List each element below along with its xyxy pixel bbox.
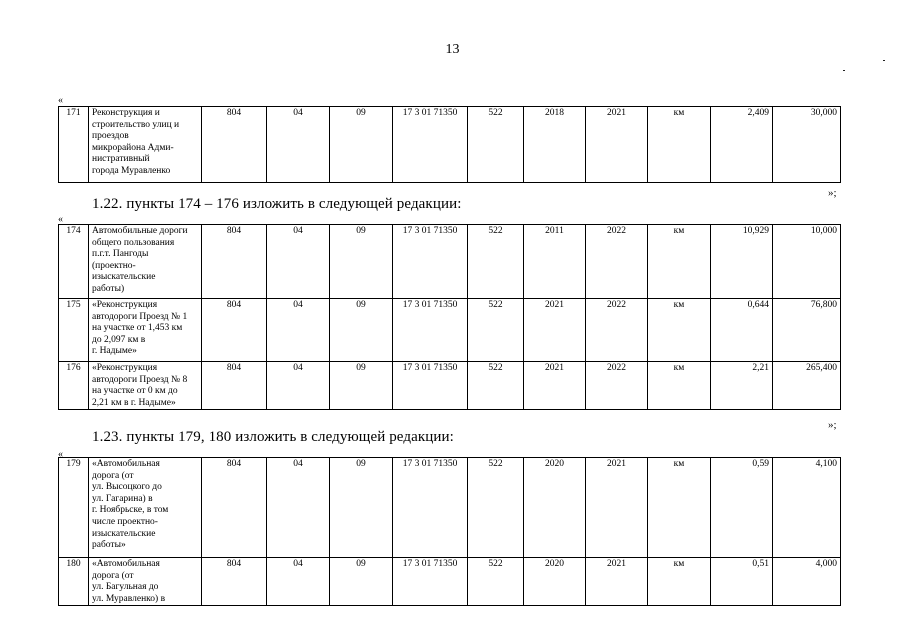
object-name-line: «Автомобильная xyxy=(92,459,160,469)
amount-cell: 30,000 xyxy=(773,107,841,183)
expense-type-cell: 522 xyxy=(468,225,524,299)
subsection-code-cell: 09 xyxy=(330,225,393,299)
unit-cell: км xyxy=(648,299,711,362)
open-quote-mark: « xyxy=(58,449,63,460)
ministry-code-cell: 804 xyxy=(202,299,267,362)
expense-type-cell: 522 xyxy=(468,458,524,558)
object-name-line: до 2,097 км в xyxy=(92,334,146,345)
object-name-line: города Муравленко xyxy=(92,165,171,176)
object-name-line: ул. Гагарина) в xyxy=(92,493,153,504)
object-name-cell xyxy=(89,458,202,558)
object-name-line: изыскательские xyxy=(92,528,156,539)
subsection-code-cell: 09 xyxy=(330,299,393,362)
section-heading-1-22: 1.22. пункты 174 – 176 изложить в следующей редакции: xyxy=(92,196,462,212)
end-year-cell: 2022 xyxy=(586,299,648,362)
section-heading-1-23: 1.23. пункты 179, 180 изложить в следующей редакции: xyxy=(92,429,454,445)
close-quote-mark: »; xyxy=(828,187,837,199)
object-name-cell xyxy=(89,299,202,362)
object-name-line: дорога (от xyxy=(92,570,134,581)
unit-cell: км xyxy=(648,362,711,410)
section-code-cell: 04 xyxy=(267,362,330,410)
object-name-line: строительство улиц и xyxy=(92,119,180,130)
target-article-cell: 17 3 01 71350 xyxy=(393,107,468,183)
object-name-line: (проектно- xyxy=(92,260,136,271)
object-name-cell xyxy=(89,225,202,299)
row-number-cell: 179 xyxy=(59,458,89,558)
object-name-line: проездов xyxy=(92,131,129,142)
close-quote-mark: »; xyxy=(828,419,837,431)
object-name-cell xyxy=(89,558,202,606)
unit-cell: км xyxy=(648,225,711,299)
table-row xyxy=(59,107,841,183)
table-row xyxy=(59,225,841,299)
end-year-cell: 2021 xyxy=(586,107,648,183)
target-article-cell: 17 3 01 71350 xyxy=(393,458,468,558)
row-number-cell: 171 xyxy=(59,107,89,183)
amount-cell: 4,100 xyxy=(773,458,841,558)
object-name-line: «Реконструкция xyxy=(92,300,158,310)
end-year-cell: 2021 xyxy=(586,558,648,606)
object-name-line: работы) xyxy=(92,283,125,294)
target-article-cell: 17 3 01 71350 xyxy=(393,558,468,606)
amount-cell: 4,000 xyxy=(773,558,841,606)
object-name-line: ул. Багульная до xyxy=(92,582,159,593)
object-name-line: работы» xyxy=(92,540,126,551)
object-name-line: автодороги Проезд № 1 xyxy=(92,311,188,322)
ministry-code-cell: 804 xyxy=(202,558,267,606)
object-name-line: «Реконструкция xyxy=(92,363,158,373)
capacity-cell: 0,59 xyxy=(711,458,773,558)
unit-cell: км xyxy=(648,558,711,606)
object-name-line: общего пользования xyxy=(92,237,175,248)
object-name-line: ул. Высоцкого до xyxy=(92,482,162,493)
object-name-line: ул. Муравленко) в xyxy=(92,593,166,604)
table-row xyxy=(59,362,841,410)
end-year-cell: 2022 xyxy=(586,225,648,299)
subsection-code-cell: 09 xyxy=(330,558,393,606)
start-year-cell: 2021 xyxy=(524,299,586,362)
start-year-cell: 2020 xyxy=(524,558,586,606)
subsection-code-cell: 09 xyxy=(330,107,393,183)
table-row xyxy=(59,458,841,558)
section-code-cell: 04 xyxy=(267,558,330,606)
scan-speck xyxy=(883,60,885,61)
section-code-cell: 04 xyxy=(267,299,330,362)
ministry-code-cell: 804 xyxy=(202,107,267,183)
start-year-cell: 2011 xyxy=(524,225,586,299)
object-name-line: Автомобильные дороги xyxy=(92,226,188,236)
object-name-line: 2,21 км в г. Надыме» xyxy=(92,397,176,408)
table-row xyxy=(59,558,841,606)
object-name-line: п.г.т. Пангоды xyxy=(92,249,149,260)
object-name-line: на участке от 0 км до xyxy=(92,386,178,397)
capacity-cell: 0,644 xyxy=(711,299,773,362)
table-rows-179-180 xyxy=(58,457,841,606)
object-name-line: «Автомобильная xyxy=(92,559,160,569)
object-name-line: на участке от 1,453 км xyxy=(92,323,183,334)
unit-cell: км xyxy=(648,107,711,183)
capacity-cell: 2,409 xyxy=(711,107,773,183)
start-year-cell: 2021 xyxy=(524,362,586,410)
object-name-cell xyxy=(89,107,202,183)
object-name-line: Реконструкция и xyxy=(92,108,160,118)
row-number-cell: 175 xyxy=(59,299,89,362)
open-quote-mark: « xyxy=(58,95,63,106)
object-name-cell xyxy=(89,362,202,410)
section-code-cell: 04 xyxy=(267,225,330,299)
object-name-line: г. Ноябрьске, в том xyxy=(92,505,169,516)
row-number-cell: 174 xyxy=(59,225,89,299)
unit-cell: км xyxy=(648,458,711,558)
page-number: 13 xyxy=(445,42,460,57)
target-article-cell: 17 3 01 71350 xyxy=(393,362,468,410)
capacity-cell: 10,929 xyxy=(711,225,773,299)
table-rows-171 xyxy=(58,106,841,183)
expense-type-cell: 522 xyxy=(468,558,524,606)
table-rows-174-176 xyxy=(58,224,841,410)
end-year-cell: 2022 xyxy=(586,362,648,410)
row-number-cell: 180 xyxy=(59,558,89,606)
section-code-cell: 04 xyxy=(267,107,330,183)
object-name-line: дорога (от xyxy=(92,470,134,481)
subsection-code-cell: 09 xyxy=(330,458,393,558)
object-name-line: автодороги Проезд № 8 xyxy=(92,374,188,385)
object-name-line: г. Надыме» xyxy=(92,346,137,357)
amount-cell: 265,400 xyxy=(773,362,841,410)
object-name-line: нистративный xyxy=(92,154,150,165)
start-year-cell: 2020 xyxy=(524,458,586,558)
scan-speck xyxy=(843,70,845,71)
object-name-line: изыскательские xyxy=(92,272,156,283)
amount-cell: 10,000 xyxy=(773,225,841,299)
target-article-cell: 17 3 01 71350 xyxy=(393,299,468,362)
end-year-cell: 2021 xyxy=(586,458,648,558)
expense-type-cell: 522 xyxy=(468,362,524,410)
ministry-code-cell: 804 xyxy=(202,458,267,558)
expense-type-cell: 522 xyxy=(468,299,524,362)
ministry-code-cell: 804 xyxy=(202,362,267,410)
target-article-cell: 17 3 01 71350 xyxy=(393,225,468,299)
ministry-code-cell: 804 xyxy=(202,225,267,299)
capacity-cell: 0,51 xyxy=(711,558,773,606)
start-year-cell: 2018 xyxy=(524,107,586,183)
section-code-cell: 04 xyxy=(267,458,330,558)
open-quote-mark: « xyxy=(58,214,63,225)
table-row xyxy=(59,299,841,362)
object-name-line: числе проектно- xyxy=(92,516,158,527)
capacity-cell: 2,21 xyxy=(711,362,773,410)
row-number-cell: 176 xyxy=(59,362,89,410)
subsection-code-cell: 09 xyxy=(330,362,393,410)
amount-cell: 76,800 xyxy=(773,299,841,362)
expense-type-cell: 522 xyxy=(468,107,524,183)
object-name-line: микрорайона Адми- xyxy=(92,142,174,153)
